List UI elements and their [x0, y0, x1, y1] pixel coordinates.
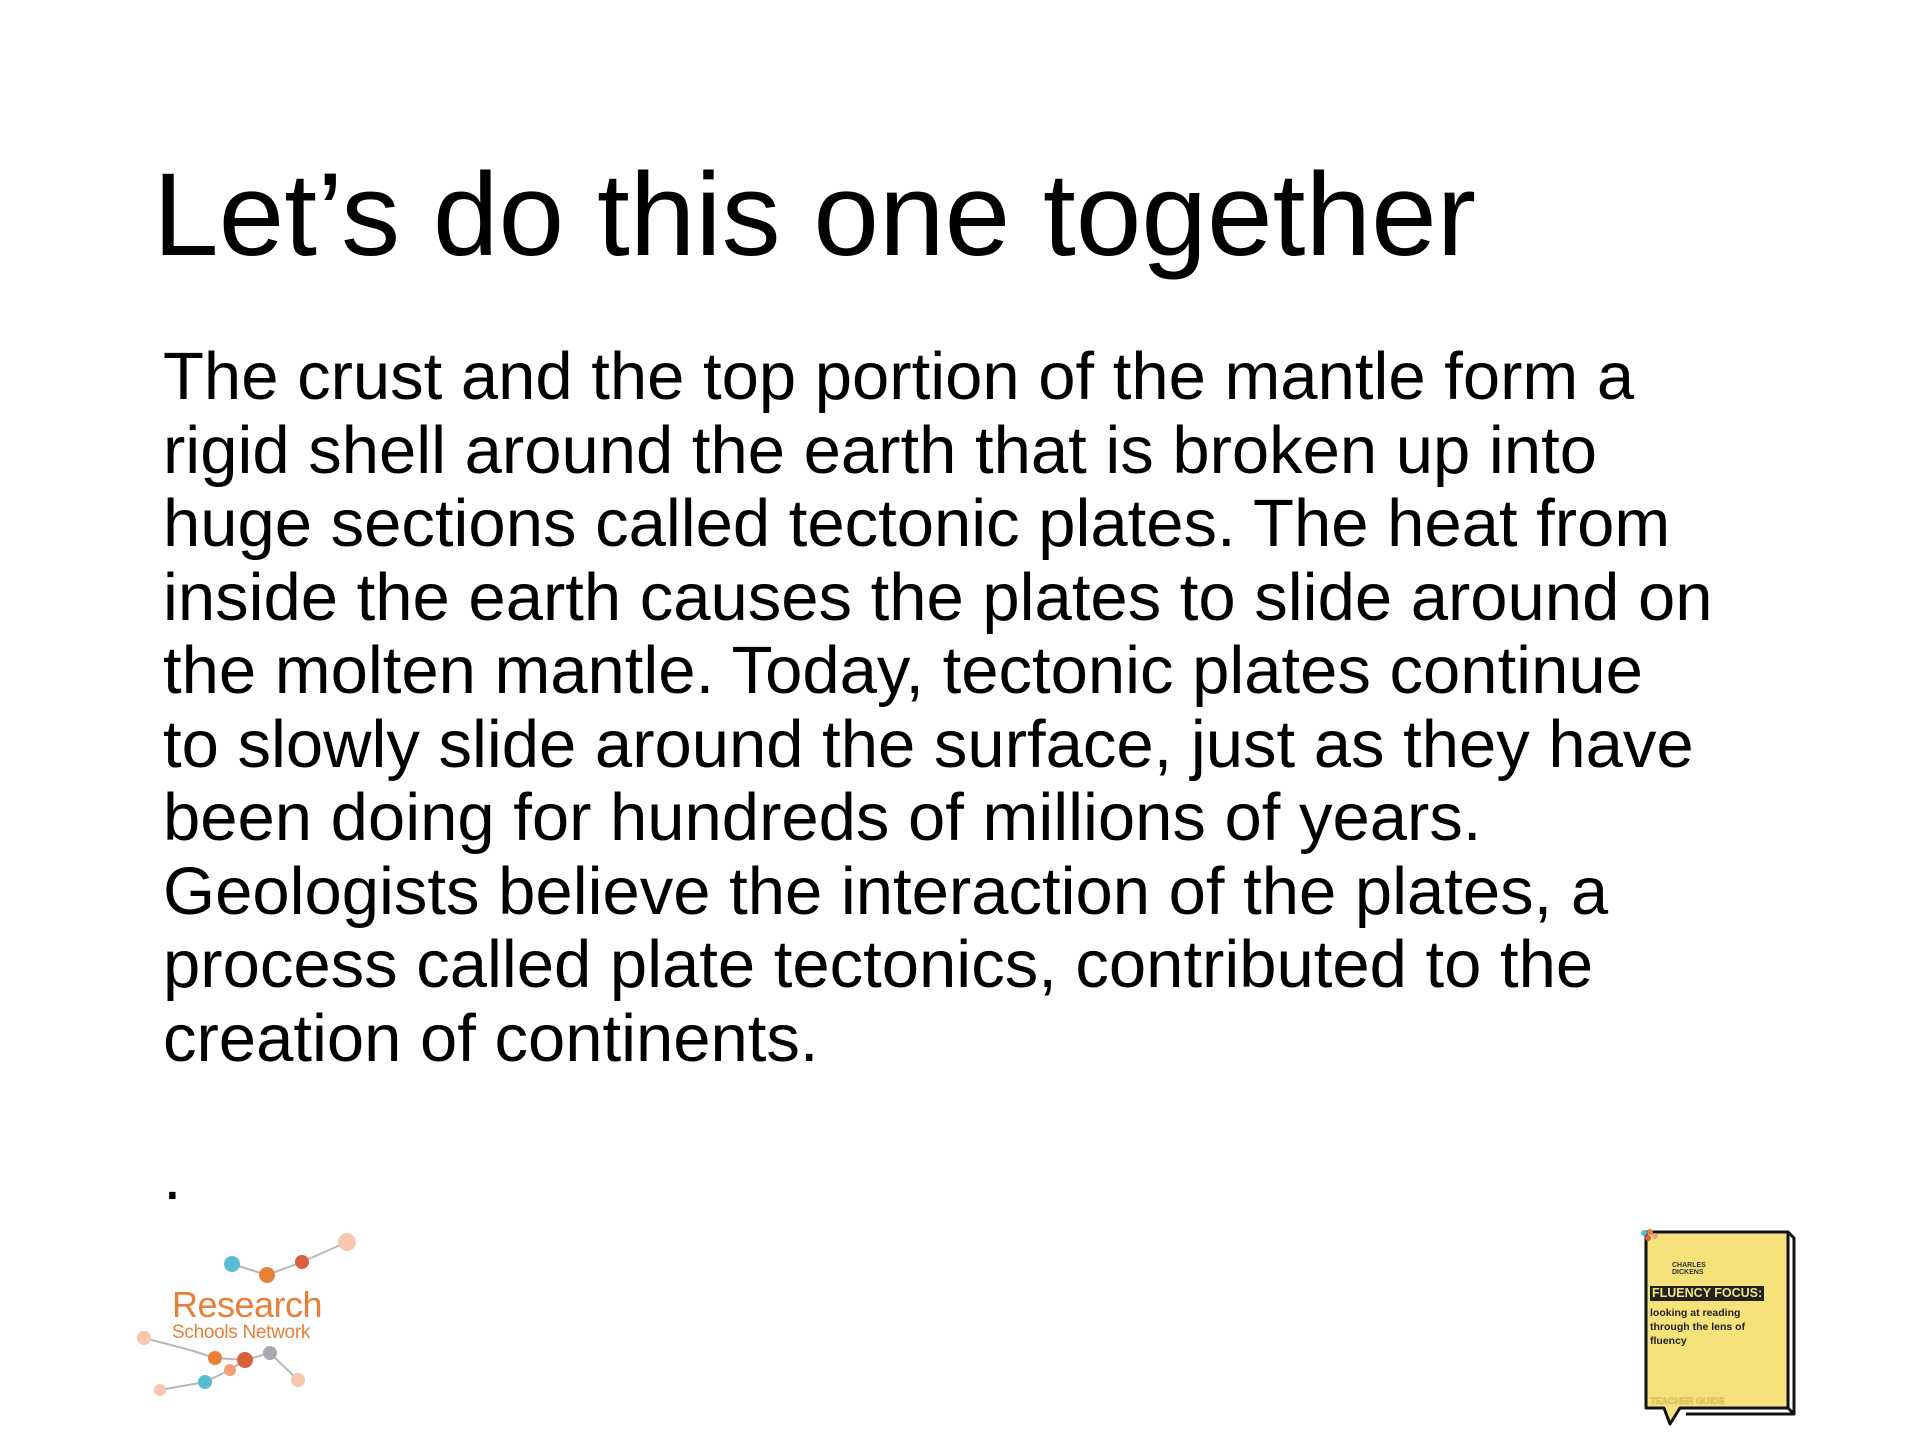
fluency-focus-book-cover	[1640, 1228, 1798, 1440]
passage-line: huge sections called tectonic plates. The heat from	[163, 486, 1671, 561]
passage-line: process called plate tectonics, contributed to the	[163, 927, 1594, 1002]
passage-line: the molten mantle. Today, tectonic plates continue	[163, 633, 1643, 708]
logo-word-network: Schools Network	[172, 1322, 311, 1343]
passage-line: been doing for hundreds of millions of years.	[163, 780, 1482, 855]
slide-title: Let’s do this one together	[153, 149, 1477, 281]
brand-dots-icon	[1640, 1228, 1660, 1242]
passage-line: Geologists believe the interaction of the plates, a	[163, 853, 1609, 929]
passage-line: rigid shell around the earth that is broken up into	[163, 412, 1597, 488]
passage-line: The crust and the top portion of the mantle form a	[163, 339, 1635, 414]
passage-line: inside the earth causes the plates to slide around on	[163, 559, 1713, 635]
book-footer-label: TEACHER GUIDE	[1650, 1396, 1725, 1406]
trailing-dot: .	[163, 1139, 182, 1214]
passage-line: to slowly slide around the surface, just as they have	[163, 706, 1694, 782]
passage-text	[163, 340, 1803, 1075]
book-subtitle: looking at reading through the lens of fluency	[1650, 1307, 1746, 1347]
book-title: FLUENCY FOCUS:	[1652, 1286, 1763, 1300]
logo-word-research: Research	[172, 1284, 323, 1325]
passage-line: creation of continents.	[163, 1000, 819, 1076]
book-brand: CHARLES DICKENS	[1672, 1262, 1706, 1276]
research-schools-network-logo	[130, 1230, 370, 1405]
